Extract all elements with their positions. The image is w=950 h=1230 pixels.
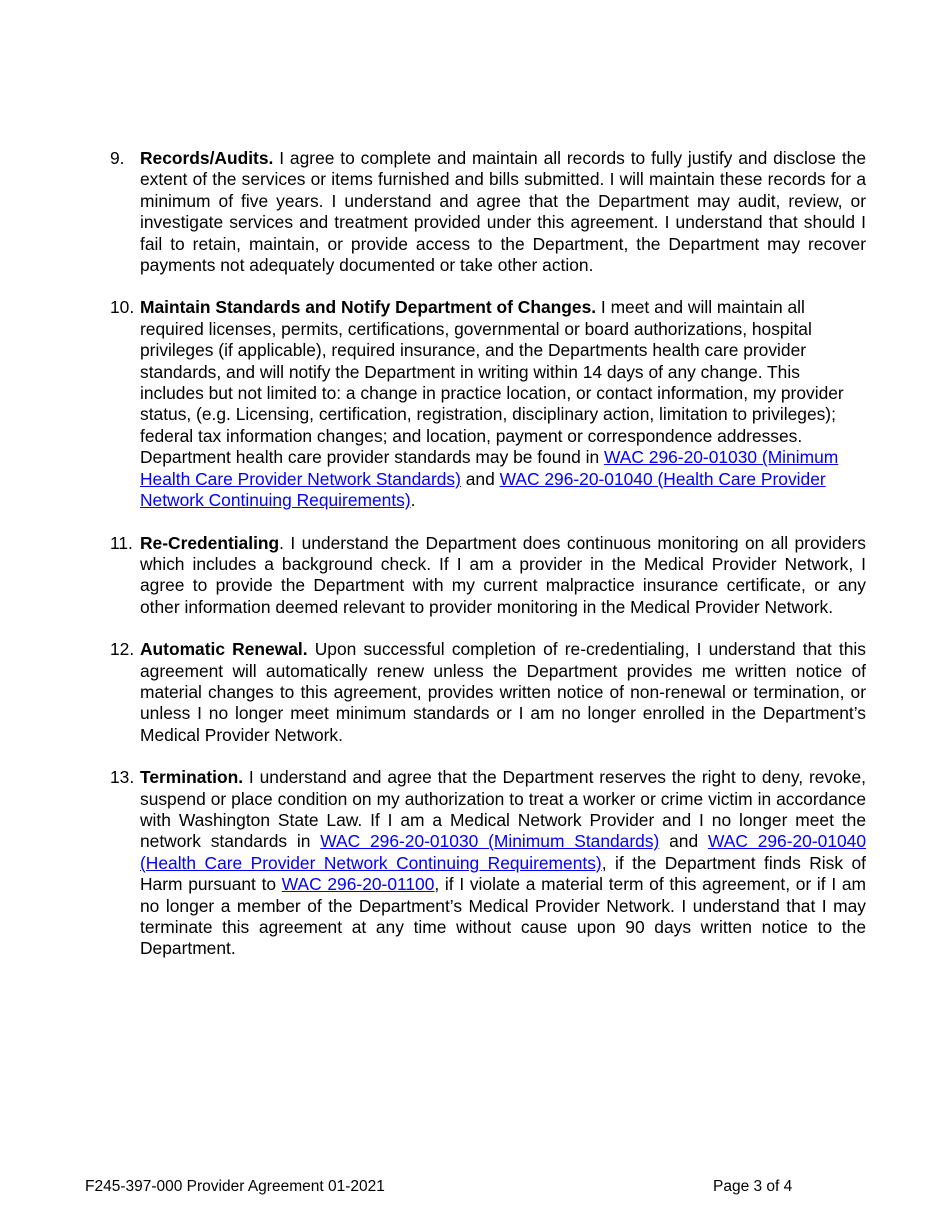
item-number: 11. bbox=[110, 532, 133, 553]
wac-01030-link[interactable]: WAC 296-20-01030 (Minimum Health Care Provider Network Standards) bbox=[140, 447, 839, 489]
list-item bbox=[110, 767, 866, 960]
item-title: Records/Audits. bbox=[140, 148, 274, 168]
footer-form-id: F245-397-000 Provider Agreement 01-2021 bbox=[85, 1178, 385, 1195]
item-number: 10. bbox=[110, 297, 135, 318]
item-body bbox=[140, 767, 866, 960]
item-text: . bbox=[410, 490, 416, 511]
item-body bbox=[140, 148, 866, 276]
wac-01100-link[interactable]: WAC 296-20-01100 bbox=[281, 874, 435, 895]
list-item bbox=[110, 533, 866, 619]
item-text: I agree to complete and maintain all records to fully justify and disclose the extent of the services or items furnished and bills submitted. I will maintain these records for a minimum of five years. I understand and agree that the Department may audit, review, or investigate services and treatment provided under this agreement. I understand that should I fail to retain, maintain, or provide access to the Department, the Department may recover payments not adequately documented or take other action. bbox=[140, 148, 866, 276]
item-text: Upon successful completion of re-credentialing, I understand that this agreement will automatically renew unless the Department provides me written notice of material changes to this agreement, provides written notice of non-renewal or termination, or unless I no longer meet minimum standards or I am no longer enrolled in the Department’s Medical Provider Network. bbox=[140, 639, 866, 745]
list-item bbox=[110, 148, 866, 276]
item-text: . I understand the Department does continuous monitoring on all providers which includes a background check. If I am a provider in the Medical Provider Network, I agree to provide the Department with my current malpractice insurance certificate, or any other information deemed relevant to provider monitoring in the Medical Provider Network. bbox=[140, 532, 866, 617]
wac-01030-link[interactable]: WAC 296-20-01030 (Minimum Standards) bbox=[320, 831, 660, 852]
item-number: 13. bbox=[110, 767, 135, 788]
item-number: 9. bbox=[110, 148, 125, 168]
item-text: I understand and agree that the Department reserves the right to deny, revoke, suspend or place condition on my authorization to treat a worker or crime victim in accordance with Washington State Law. If I am a Medical Network Provider and I no longer meet the network standards in bbox=[140, 767, 866, 852]
item-title: Automatic Renewal. bbox=[140, 639, 308, 660]
wac-01040-link[interactable]: WAC 296-20-01040 (Health Care Provider Network Continuing Requirements) bbox=[140, 831, 867, 873]
footer-page-number: Page 3 of 4 bbox=[713, 1178, 793, 1195]
item-title: Termination. bbox=[140, 767, 244, 788]
item-text: and bbox=[460, 468, 500, 489]
list-item bbox=[110, 297, 866, 511]
item-title: Maintain Standards and Notify Department of Changes. bbox=[140, 297, 597, 318]
item-body bbox=[140, 533, 866, 619]
item-text: , if the Department finds Risk of Harm pursuant to bbox=[140, 852, 866, 895]
list-item bbox=[110, 639, 866, 746]
item-number: 12. bbox=[110, 639, 135, 660]
agreement-terms-list bbox=[110, 148, 866, 981]
wac-01040-link[interactable]: WAC 296-20-01040 (Health Care Provider Network Continuing Requirements) bbox=[140, 468, 826, 511]
item-body bbox=[140, 639, 866, 746]
item-text: , if I violate a material term of this agreement, or if I am no longer a member of the Department’s Medical Provider Network. I understand that I may terminate this agreement at any time without cause upon 90 days written notice to the Department. bbox=[140, 874, 866, 959]
item-text: and bbox=[659, 831, 708, 852]
item-text: I meet and will maintain all required licenses, permits, certifications, governmental or board authorizations, hospital privileges (if applicable), required insurance, and the Departments health care provider standards, and will notify the Department in writing within 14 days of any change. This includes but not limited to: a change in practice location, or contact information, my provider status, (e.g. Licensing, certification, registration, disciplinary action, limitation to privileges); federal tax information changes; and location, payment or correspondence addresses. Department health care provider standards may be found in bbox=[140, 297, 844, 468]
item-title: Re-Credentialing bbox=[140, 532, 280, 553]
item-body bbox=[140, 297, 866, 511]
